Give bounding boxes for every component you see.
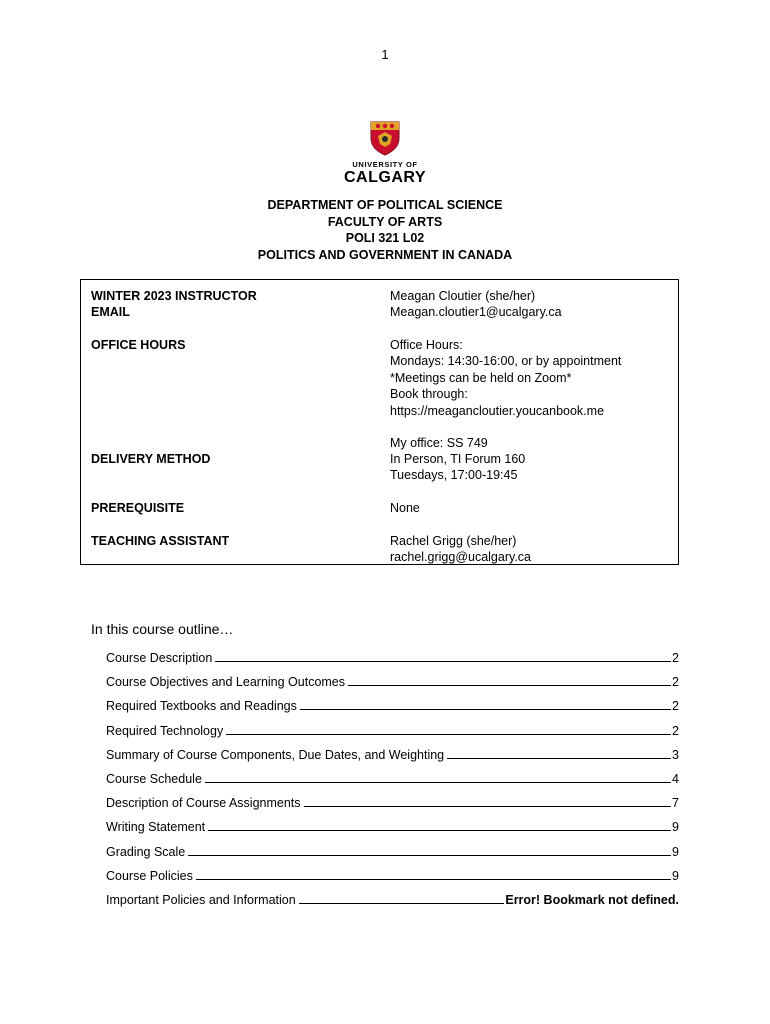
toc-entry[interactable]	[106, 891, 679, 907]
toc-entry[interactable]	[106, 722, 679, 738]
toc-entry-label: Important Policies and Information	[106, 893, 296, 907]
toc-entry-page: 4	[672, 772, 679, 786]
toc-entry-page: 2	[672, 675, 679, 690]
toc-entry-label: Grading Scale	[106, 844, 186, 859]
email-label: EMAIL	[91, 305, 130, 320]
prerequisite-label: PREREQUISITE	[91, 501, 185, 515]
toc-entry-label: Required Technology	[106, 723, 224, 738]
university-logo	[340, 120, 430, 190]
ta-name: Rachel Grigg (she/her)	[390, 534, 517, 548]
toc-entry-label: Course Description	[106, 651, 213, 665]
instructor-email[interactable]: Meagan.cloutier1@ucalgary.ca	[390, 305, 562, 320]
toc-entry-label: Course Objectives and Learning Outcomes	[106, 675, 346, 690]
department-title: DEPARTMENT OF POLITICAL SCIENCE	[267, 198, 503, 212]
toc-leader-line	[205, 782, 671, 783]
delivery-label: DELIVERY METHOD	[91, 452, 211, 466]
office-hours-details	[390, 337, 621, 452]
toc-leader-line	[226, 734, 671, 735]
crest-icon	[368, 120, 402, 156]
office-hours-line: Book through:	[390, 387, 468, 402]
course-code: POLI 321 L02	[345, 231, 425, 246]
toc-entry-page: 9	[672, 820, 679, 835]
logo-line1: UNIVERSITY OF	[352, 160, 418, 169]
booking-link[interactable]: https://meagancloutier.youcanbook.me	[390, 403, 605, 418]
toc-leader-line	[304, 806, 672, 807]
toc-entry-page: 3	[672, 747, 679, 762]
outline-title: In this course outline…	[91, 621, 234, 637]
course-header	[0, 197, 770, 263]
toc-entry[interactable]	[106, 746, 679, 762]
office-hours-line: *Meetings can be held on Zoom*	[390, 370, 572, 385]
toc-entry-label: Required Textbooks and Readings	[106, 699, 297, 714]
office-location: My office: SS 749	[390, 436, 488, 451]
office-hours-spacer	[390, 419, 621, 435]
toc-entry-page: 9	[672, 868, 679, 883]
toc-entry[interactable]	[106, 794, 679, 810]
delivery-location: In Person, TI Forum 160	[390, 452, 526, 466]
toc-leader-line	[188, 855, 671, 856]
delivery-time: Tuesdays, 17:00-19:45	[390, 468, 518, 483]
toc-entry[interactable]	[106, 818, 679, 834]
ta-email[interactable]: rachel.grigg@ucalgary.ca	[390, 550, 531, 565]
toc-entry[interactable]	[106, 649, 679, 665]
toc-leader-line	[208, 830, 671, 831]
toc-entry[interactable]	[106, 867, 679, 883]
toc-leader-line	[299, 903, 505, 904]
toc-entry-label: Course Policies	[106, 868, 193, 883]
instructor-label: WINTER 2023 INSTRUCTOR	[91, 289, 257, 303]
course-info-box	[80, 279, 679, 565]
toc-entry-page: 2	[672, 651, 679, 665]
toc-entry-page: 7	[672, 796, 679, 811]
toc-entry-page: Error! Bookmark not defined.	[505, 893, 679, 907]
toc-entry[interactable]	[106, 673, 679, 689]
toc-entry-label: Summary of Course Components, Due Dates, and Weighting	[106, 747, 445, 762]
ta-label: TEACHING ASSISTANT	[91, 534, 230, 548]
instructor-name: Meagan Cloutier (she/her)	[390, 289, 536, 303]
toc-entry-label: Course Schedule	[106, 772, 202, 786]
toc-leader-line	[196, 879, 671, 880]
toc-entry[interactable]	[106, 843, 679, 859]
office-hours-label: OFFICE HOURS	[91, 338, 186, 352]
toc-leader-line	[300, 709, 671, 710]
office-hours-line: Office Hours:	[390, 338, 463, 352]
toc-leader-line	[348, 685, 671, 686]
page-number: 1	[381, 47, 389, 62]
toc-entry[interactable]	[106, 770, 679, 786]
toc-entry-page: 2	[672, 699, 679, 714]
toc-entry-page: 9	[672, 844, 679, 859]
toc-entry-label: Description of Course Assignments	[106, 796, 301, 811]
toc-leader-line	[215, 661, 671, 662]
prerequisite-value: None	[390, 501, 420, 515]
toc-entry-label: Writing Statement	[106, 820, 206, 835]
toc-leader-line	[447, 758, 671, 759]
course-title: POLITICS AND GOVERNMENT IN CANADA	[257, 247, 513, 262]
logo-line2: CALGARY	[343, 169, 426, 186]
faculty-title: FACULTY OF ARTS	[327, 214, 443, 229]
toc-entry-page: 2	[672, 723, 679, 738]
toc-entry[interactable]	[106, 697, 679, 713]
office-hours-line: Mondays: 14:30-16:00, or by appointment	[390, 354, 622, 369]
